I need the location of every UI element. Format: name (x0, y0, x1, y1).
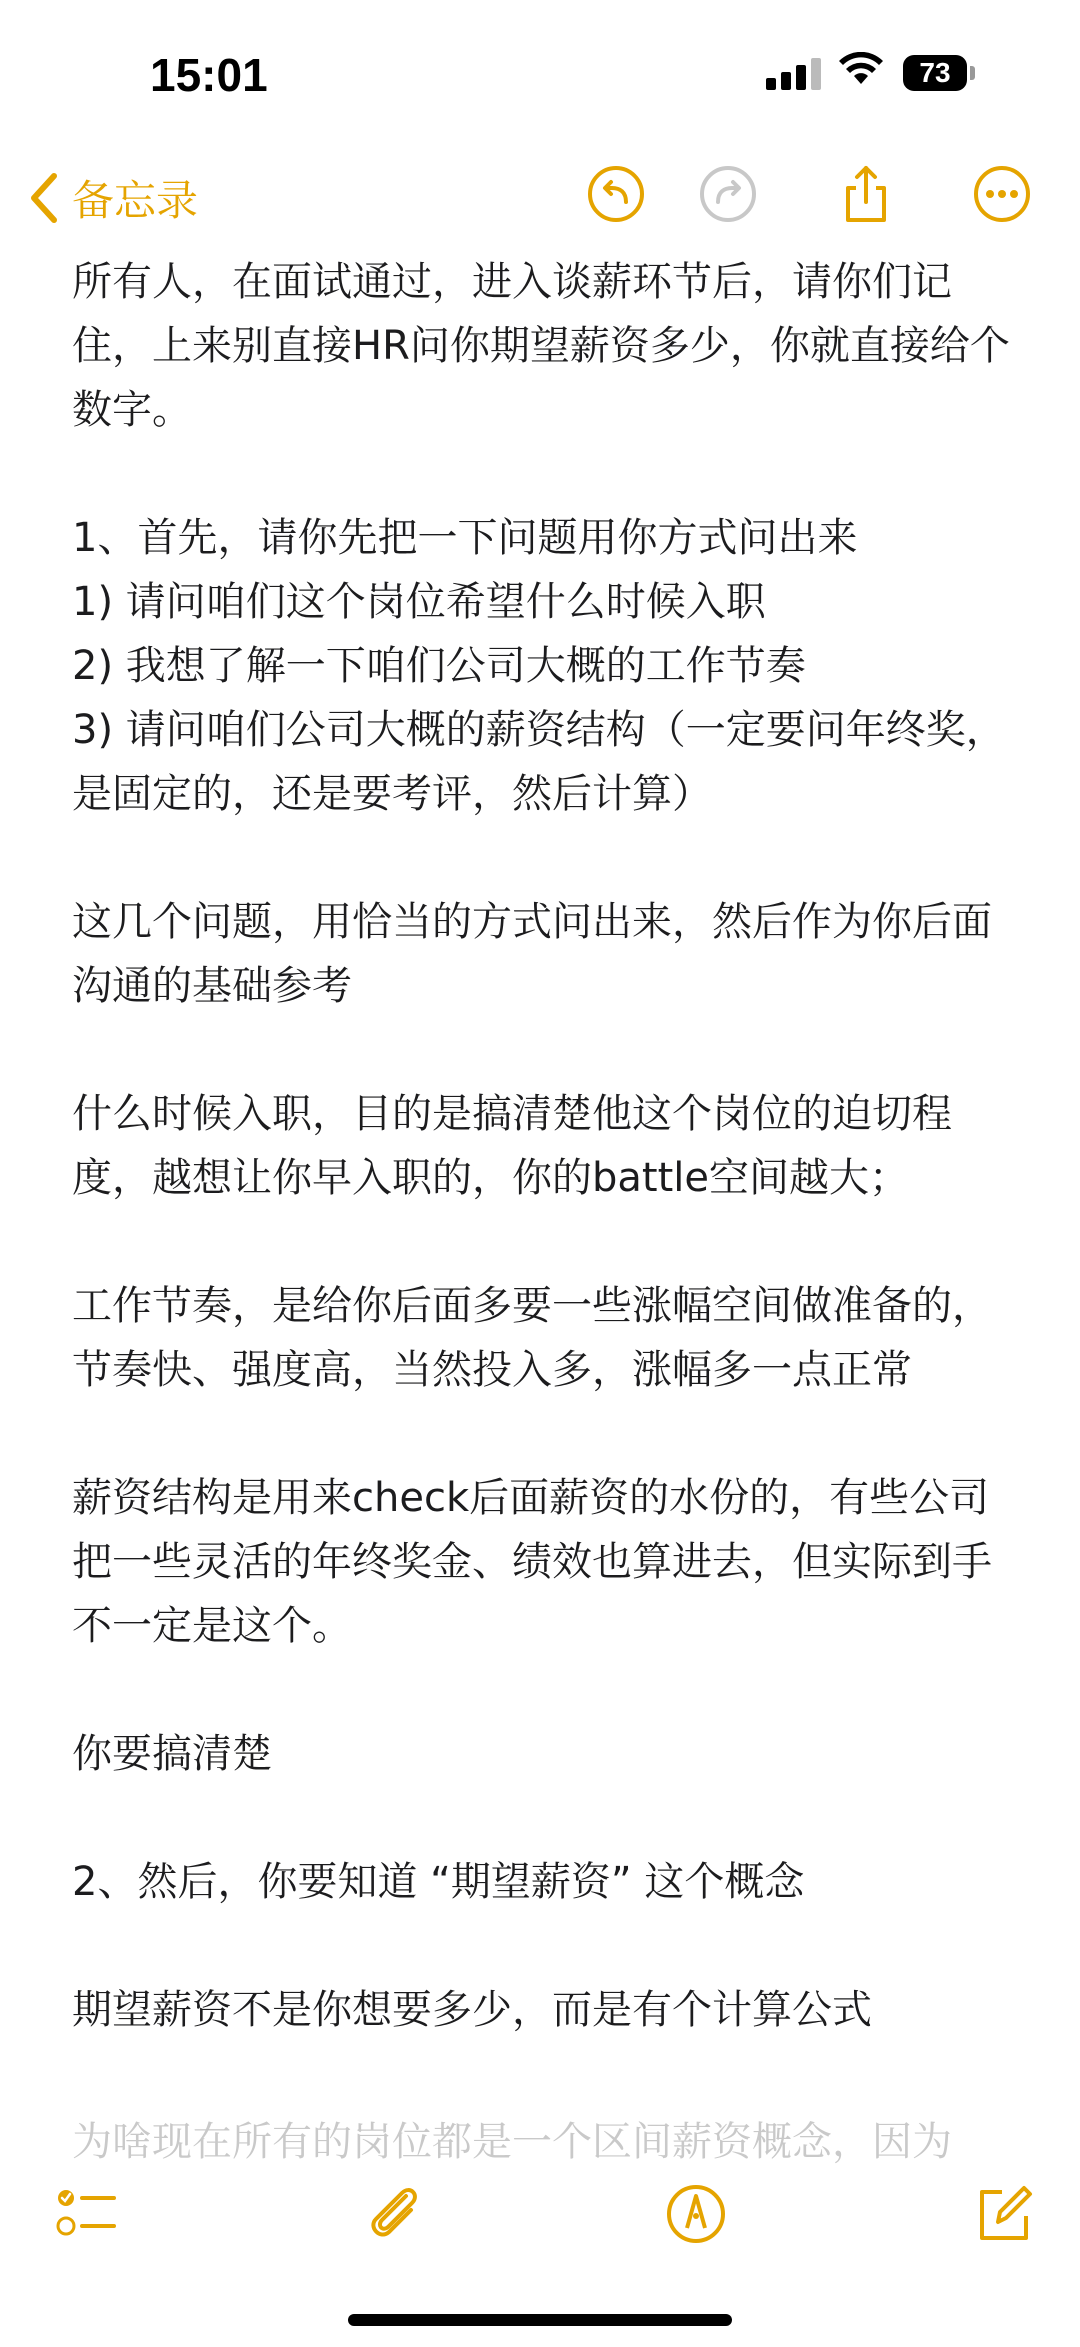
note-line: 1、首先，请你先把一下问题用你方式问出来 (72, 515, 858, 561)
attachment-icon[interactable] (362, 2182, 426, 2246)
chevron-left-icon (28, 172, 58, 224)
more-icon[interactable] (972, 164, 1032, 224)
status-time: 15:01 (150, 49, 268, 101)
note-line: 薪资结构是用来check后面薪资的水份的，有些公司把一些灵活的年终奖金、绩效也算进去，但实际到手不一定是这个。 (72, 1475, 992, 1649)
back-button[interactable] (28, 168, 198, 228)
blank-line (72, 1786, 1012, 1850)
note-line: 2) 我想了解一下咱们公司大概的工作节奏 (72, 643, 806, 689)
back-label: 备忘录 (72, 176, 199, 225)
blank-line (72, 1210, 1012, 1274)
status-bar (0, 0, 1080, 150)
battery-level: 73 (903, 55, 967, 91)
note-body[interactable] (72, 250, 1012, 2042)
wifi-icon (838, 52, 884, 90)
note-line: 1) 请问咱们这个岗位希望什么时候入职 (72, 579, 766, 625)
blank-line (72, 1658, 1012, 1722)
markup-pen-icon[interactable] (664, 2182, 728, 2246)
blank-line (72, 1914, 1012, 1978)
note-line: 你要搞清楚 (72, 1731, 272, 1777)
blank-line (72, 442, 1012, 506)
bottom-toolbar (0, 2170, 1080, 2290)
navigation-bar (0, 150, 1080, 240)
blank-line (72, 1402, 1012, 1466)
note-line: 所有人，在面试通过，进入谈薪环节后，请你们记住，上来别直接HR问你期望薪资多少，你就直接给个数字。 (72, 259, 1010, 433)
note-line: 工作节奏，是给你后面多要一些涨幅空间做准备的，节奏快、强度高，当然投入多，涨幅多一点正常 (72, 1283, 992, 1393)
blank-line (72, 826, 1012, 890)
battery-icon (970, 66, 975, 80)
note-line: 期望薪资不是你想要多少，而是有个计算公式 (72, 1987, 872, 2033)
share-icon[interactable] (836, 164, 896, 224)
blank-line (72, 1018, 1012, 1082)
redo-icon[interactable] (698, 164, 758, 224)
home-indicator (348, 2314, 732, 2326)
note-body-cutoff-line: 为啥现在所有的岗位都是一个区间薪资概念，因为 (72, 2119, 952, 2165)
note-line: 什么时候入职，目的是搞清楚他这个岗位的迫切程度，越想让你早入职的，你的battle空间越大； (72, 1091, 952, 1201)
note-line: 2、然后，你要知道 “期望薪资” 这个概念 (72, 1859, 805, 1905)
checklist-icon[interactable] (54, 2182, 118, 2246)
note-line: 3) 请问咱们公司大概的薪资结构（一定要问年终奖，是固定的，还是要考评，然后计算） (72, 707, 1006, 817)
note-line: 这几个问题，用恰当的方式问出来，然后作为你后面沟通的基础参考 (72, 899, 992, 1009)
undo-icon[interactable] (586, 164, 646, 224)
compose-icon[interactable] (972, 2182, 1036, 2246)
cellular-signal-icon (766, 58, 826, 90)
